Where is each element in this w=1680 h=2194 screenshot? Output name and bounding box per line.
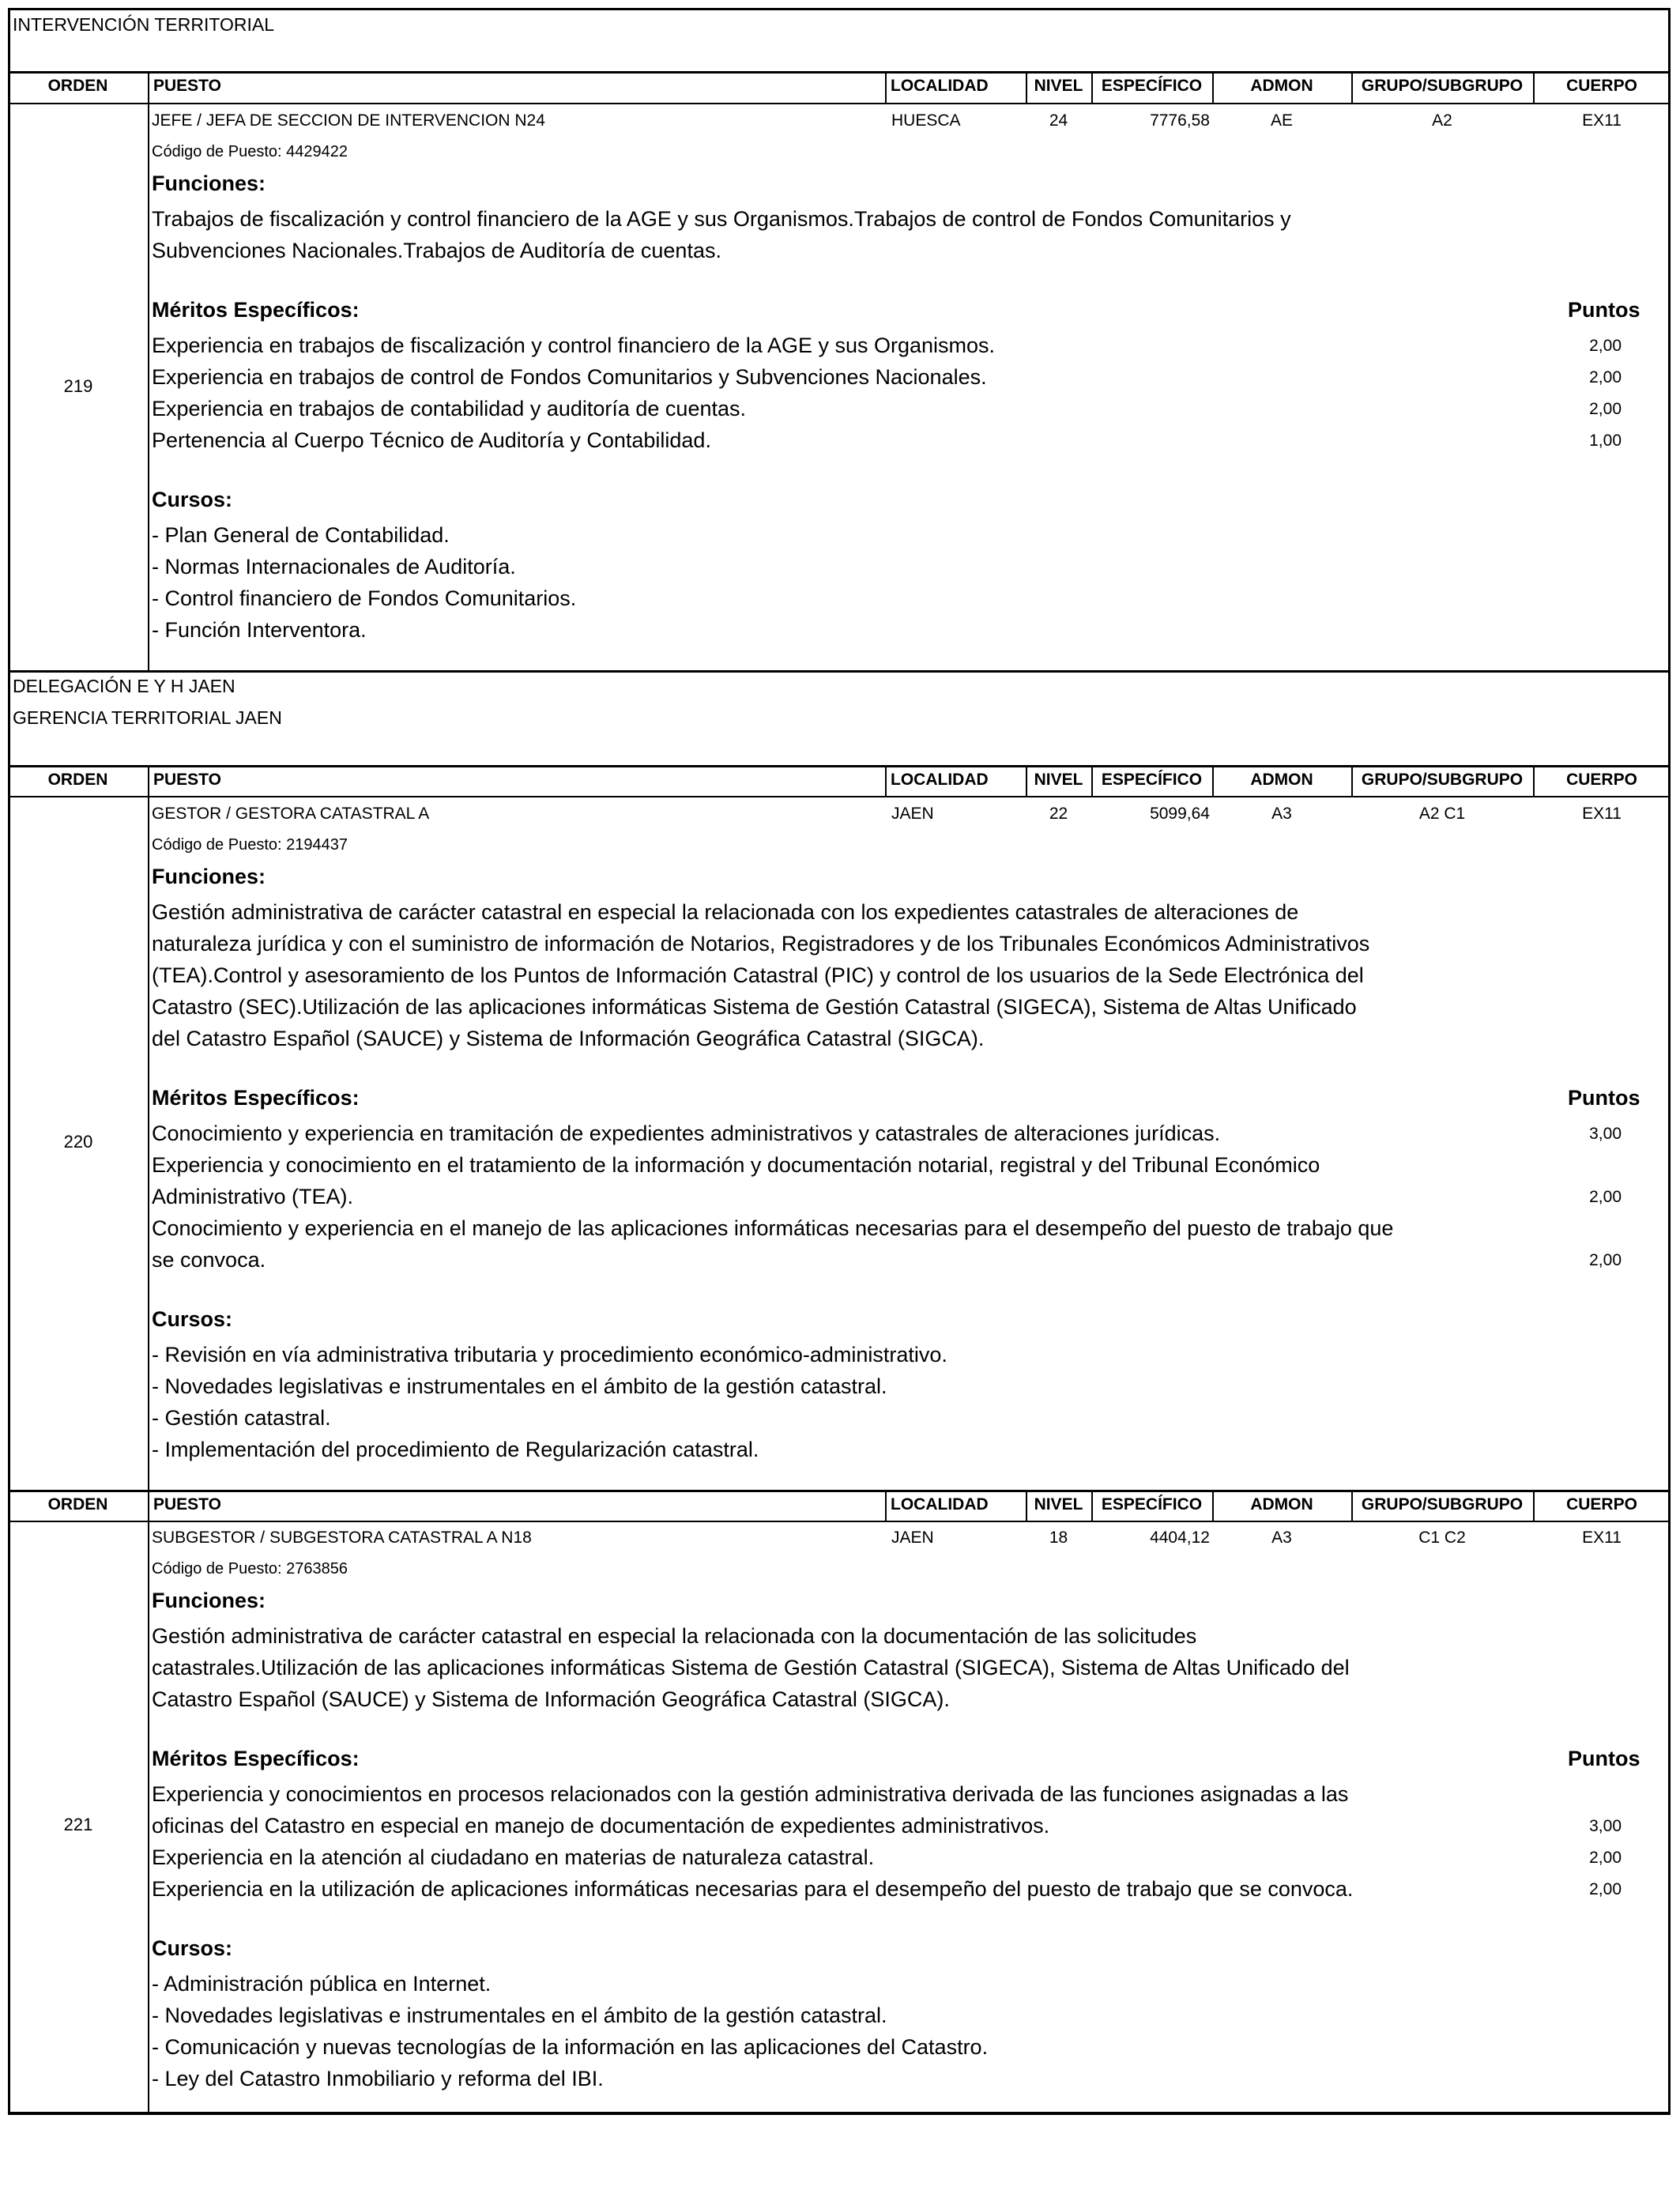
codigo-puesto: Código de Puesto: 2763856 — [152, 1560, 348, 1578]
meritos-label: Méritos Específicos: — [152, 1747, 360, 1770]
column-header-localidad: LOCALIDAD — [891, 771, 989, 789]
column-header-admon: ADMON — [1250, 771, 1313, 789]
column-header-nivel: NIVEL — [1034, 1495, 1083, 1514]
localidad-value: JAEN — [891, 1529, 934, 1547]
cuerpo-value: EX11 — [1582, 1529, 1622, 1547]
header-bottom-border — [8, 103, 1671, 104]
funciones-line: Gestión administrativa de carácter catastral en especial la relacionada con la documentación de las solicitudes — [152, 1624, 1197, 1648]
curso-line: - Comunicación y nuevas tecnologías de la información en las aplicaciones del Catastro. — [152, 2035, 989, 2059]
meritos-label: Méritos Específicos: — [152, 298, 360, 322]
codigo-puesto: Código de Puesto: 2194437 — [152, 836, 348, 854]
nivel-value: 22 — [1049, 805, 1068, 823]
curso-line: - Novedades legislativas e instrumentales en el ámbito de la gestión catastral. — [152, 2004, 887, 2027]
localidad-value: HUESCA — [891, 111, 961, 130]
merito-puntos: 2,00 — [1589, 1188, 1622, 1206]
puntos-label: Puntos — [1568, 1086, 1640, 1110]
merito-line: Conocimiento y experiencia en tramitación de expedientes administrativos y catastrales de alteraciones jurídicas. — [152, 1122, 1221, 1145]
column-header-nivel: NIVEL — [1034, 77, 1083, 95]
column-header-puesto: PUESTO — [153, 77, 221, 95]
column-divider — [885, 72, 887, 103]
column-header-especifico: ESPECÍFICO — [1101, 1495, 1203, 1514]
header-top-border — [8, 765, 1671, 767]
section-title: GERENCIA TERRITORIAL JAEN — [13, 707, 282, 728]
column-header-nivel: NIVEL — [1034, 771, 1083, 789]
codigo-puesto: Código de Puesto: 4429422 — [152, 143, 348, 160]
header-top-border — [8, 71, 1671, 74]
header-top-border — [8, 1490, 1671, 1492]
funciones-line: Catastro (SEC).Utilización de las aplicaciones informáticas Sistema de Gestión Catastral (SIGECA), Sistema de Altas Unificado — [152, 995, 1357, 1019]
orden-number: 221 — [63, 1815, 93, 1834]
curso-line: - Control financiero de Fondos Comunitarios. — [152, 586, 577, 610]
merito-puntos: 3,00 — [1589, 1817, 1622, 1835]
column-header-especifico: ESPECÍFICO — [1101, 77, 1203, 95]
column-divider — [148, 103, 149, 670]
column-header-orden: ORDEN — [47, 77, 108, 95]
admon-value: A3 — [1271, 805, 1292, 823]
merito-line: Experiencia y conocimiento en el tratamiento de la información y documentación notarial, registral y del Tribunal Económico — [152, 1153, 1320, 1177]
column-header-orden: ORDEN — [47, 771, 108, 789]
column-header-cuerpo: CUERPO — [1566, 1495, 1637, 1514]
merito-line: se convoca. — [152, 1248, 266, 1272]
column-header-admon: ADMON — [1250, 1495, 1313, 1514]
curso-line: - Normas Internacionales de Auditoría. — [152, 555, 516, 579]
localidad-value: JAEN — [891, 805, 934, 823]
column-header-grupo: GRUPO/SUBGRUPO — [1361, 77, 1524, 95]
admon-value: A3 — [1271, 1529, 1292, 1547]
column-header-orden: ORDEN — [47, 1495, 108, 1514]
merito-line: Experiencia en la utilización de aplicaciones informáticas necesarias para el desempeño del puesto de trabajo que se convoca. — [152, 1877, 1354, 1901]
curso-line: - Gestión catastral. — [152, 1406, 331, 1430]
merito-puntos: 2,00 — [1589, 400, 1622, 418]
funciones-label: Funciones: — [152, 1589, 266, 1612]
puesto-name: JEFE / JEFA DE SECCION DE INTERVENCION N24 — [152, 111, 545, 130]
puesto-name: SUBGESTOR / SUBGESTORA CATASTRAL A N18 — [152, 1529, 532, 1547]
funciones-label: Funciones: — [152, 172, 266, 195]
curso-line: - Implementación del procedimiento de Regularización catastral. — [152, 1438, 759, 1461]
nivel-value: 24 — [1049, 111, 1068, 130]
section-title: INTERVENCIÓN TERRITORIAL — [13, 14, 275, 35]
meritos-label: Méritos Específicos: — [152, 1086, 360, 1110]
merito-puntos: 3,00 — [1589, 1125, 1622, 1143]
merito-puntos: 2,00 — [1589, 337, 1622, 355]
merito-line: Experiencia en trabajos de fiscalización y control financiero de la AGE y sus Organismos. — [152, 334, 996, 357]
funciones-line: del Catastro Español (SAUCE) y Sistema de Información Geográfica Catastral (SIGCA). — [152, 1027, 985, 1050]
merito-line: Experiencia en la atención al ciudadano en materias de naturaleza catastral. — [152, 1845, 875, 1869]
column-divider — [148, 72, 149, 103]
column-divider — [148, 1491, 149, 1521]
puesto-name: GESTOR / GESTORA CATASTRAL A — [152, 805, 430, 823]
funciones-line: Trabajos de fiscalización y control financiero de la AGE y sus Organismos.Trabajos de control de Fondos Comunitarios y — [152, 207, 1291, 231]
grupo-value: C1 C2 — [1418, 1529, 1466, 1547]
section-title: DELEGACIÓN E Y H JAEN — [13, 676, 235, 696]
funciones-line: Gestión administrativa de carácter catastral en especial la relacionada con los expedientes catastrales de alteraciones de — [152, 900, 1299, 924]
column-header-admon: ADMON — [1250, 77, 1313, 95]
merito-puntos: 2,00 — [1589, 368, 1622, 386]
column-header-localidad: LOCALIDAD — [891, 77, 989, 95]
column-header-grupo: GRUPO/SUBGRUPO — [1361, 1495, 1524, 1514]
funciones-line: naturaleza jurídica y con el suministro de información de Notarios, Registradores y de los Tribunales Económicos Administrativos — [152, 932, 1370, 956]
header-bottom-border — [8, 1521, 1671, 1522]
merito-line: oficinas del Catastro en especial en manejo de documentación de expedientes administrativos. — [152, 1814, 1050, 1838]
nivel-value: 18 — [1049, 1529, 1068, 1547]
especifico-value: 4404,12 — [1150, 1529, 1210, 1547]
merito-puntos: 2,00 — [1589, 1251, 1622, 1269]
column-divider — [148, 796, 149, 1490]
funciones-line: Catastro Español (SAUCE) y Sistema de Información Geográfica Catastral (SIGCA). — [152, 1687, 950, 1711]
merito-line: Conocimiento y experiencia en el manejo de las aplicaciones informáticas necesarias para el desempeño del puesto de trabajo que — [152, 1216, 1394, 1240]
column-header-especifico: ESPECÍFICO — [1101, 771, 1203, 789]
cursos-label: Cursos: — [152, 1307, 233, 1331]
column-divider — [148, 1521, 149, 2115]
section-divider — [8, 670, 1671, 673]
column-header-puesto: PUESTO — [153, 771, 221, 789]
funciones-line: catastrales.Utilización de las aplicaciones informáticas Sistema de Gestión Catastral (SIGECA), Sistema de Altas Unificado del — [152, 1656, 1350, 1679]
puntos-label: Puntos — [1568, 1747, 1640, 1770]
header-bottom-border — [8, 796, 1671, 797]
column-header-cuerpo: CUERPO — [1566, 77, 1637, 95]
merito-puntos: 2,00 — [1589, 1849, 1622, 1867]
especifico-value: 7776,58 — [1150, 111, 1210, 130]
curso-line: - Plan General de Contabilidad. — [152, 523, 450, 547]
column-divider — [885, 1491, 887, 1521]
cursos-label: Cursos: — [152, 1936, 233, 1960]
merito-line: Pertenencia al Cuerpo Técnico de Auditoría y Contabilidad. — [152, 428, 711, 452]
column-header-puesto: PUESTO — [153, 1495, 221, 1514]
puntos-label: Puntos — [1568, 298, 1640, 322]
cuerpo-value: EX11 — [1582, 805, 1622, 823]
column-header-localidad: LOCALIDAD — [891, 1495, 989, 1514]
funciones-line: Subvenciones Nacionales.Trabajos de Auditoría de cuentas. — [152, 239, 721, 262]
merito-puntos: 1,00 — [1589, 432, 1622, 450]
funciones-line: (TEA).Control y asesoramiento de los Puntos de Información Catastral (PIC) y control de los usuarios de la Sede Electrónica del — [152, 963, 1364, 987]
merito-line: Experiencia en trabajos de contabilidad y auditoría de cuentas. — [152, 397, 746, 420]
curso-line: - Administración pública en Internet. — [152, 1972, 492, 1996]
orden-number: 220 — [63, 1132, 93, 1152]
curso-line: - Novedades legislativas e instrumentales en el ámbito de la gestión catastral. — [152, 1374, 887, 1398]
merito-puntos: 2,00 — [1589, 1880, 1622, 1898]
column-header-cuerpo: CUERPO — [1566, 771, 1637, 789]
merito-line: Experiencia y conocimientos en procesos relacionados con la gestión administrativa derivada de las funciones asignadas a las — [152, 1782, 1349, 1806]
orden-number: 219 — [63, 376, 93, 396]
grupo-value: A2 — [1432, 111, 1452, 130]
cuerpo-value: EX11 — [1582, 111, 1622, 130]
column-header-grupo: GRUPO/SUBGRUPO — [1361, 771, 1524, 789]
curso-line: - Función Interventora. — [152, 618, 367, 642]
curso-line: - Revisión en vía administrativa tributaria y procedimiento económico-administrativo. — [152, 1343, 947, 1367]
especifico-value: 5099,64 — [1150, 805, 1210, 823]
admon-value: AE — [1270, 111, 1293, 130]
merito-line: Experiencia en trabajos de control de Fondos Comunitarios y Subvenciones Nacionales. — [152, 365, 987, 389]
curso-line: - Ley del Catastro Inmobiliario y reforma del IBI. — [152, 2067, 604, 2090]
cursos-label: Cursos: — [152, 488, 233, 511]
grupo-value: A2 C1 — [1418, 805, 1466, 823]
funciones-label: Funciones: — [152, 865, 266, 888]
column-divider — [885, 766, 887, 796]
column-divider — [148, 766, 149, 796]
merito-line: Administrativo (TEA). — [152, 1185, 354, 1208]
